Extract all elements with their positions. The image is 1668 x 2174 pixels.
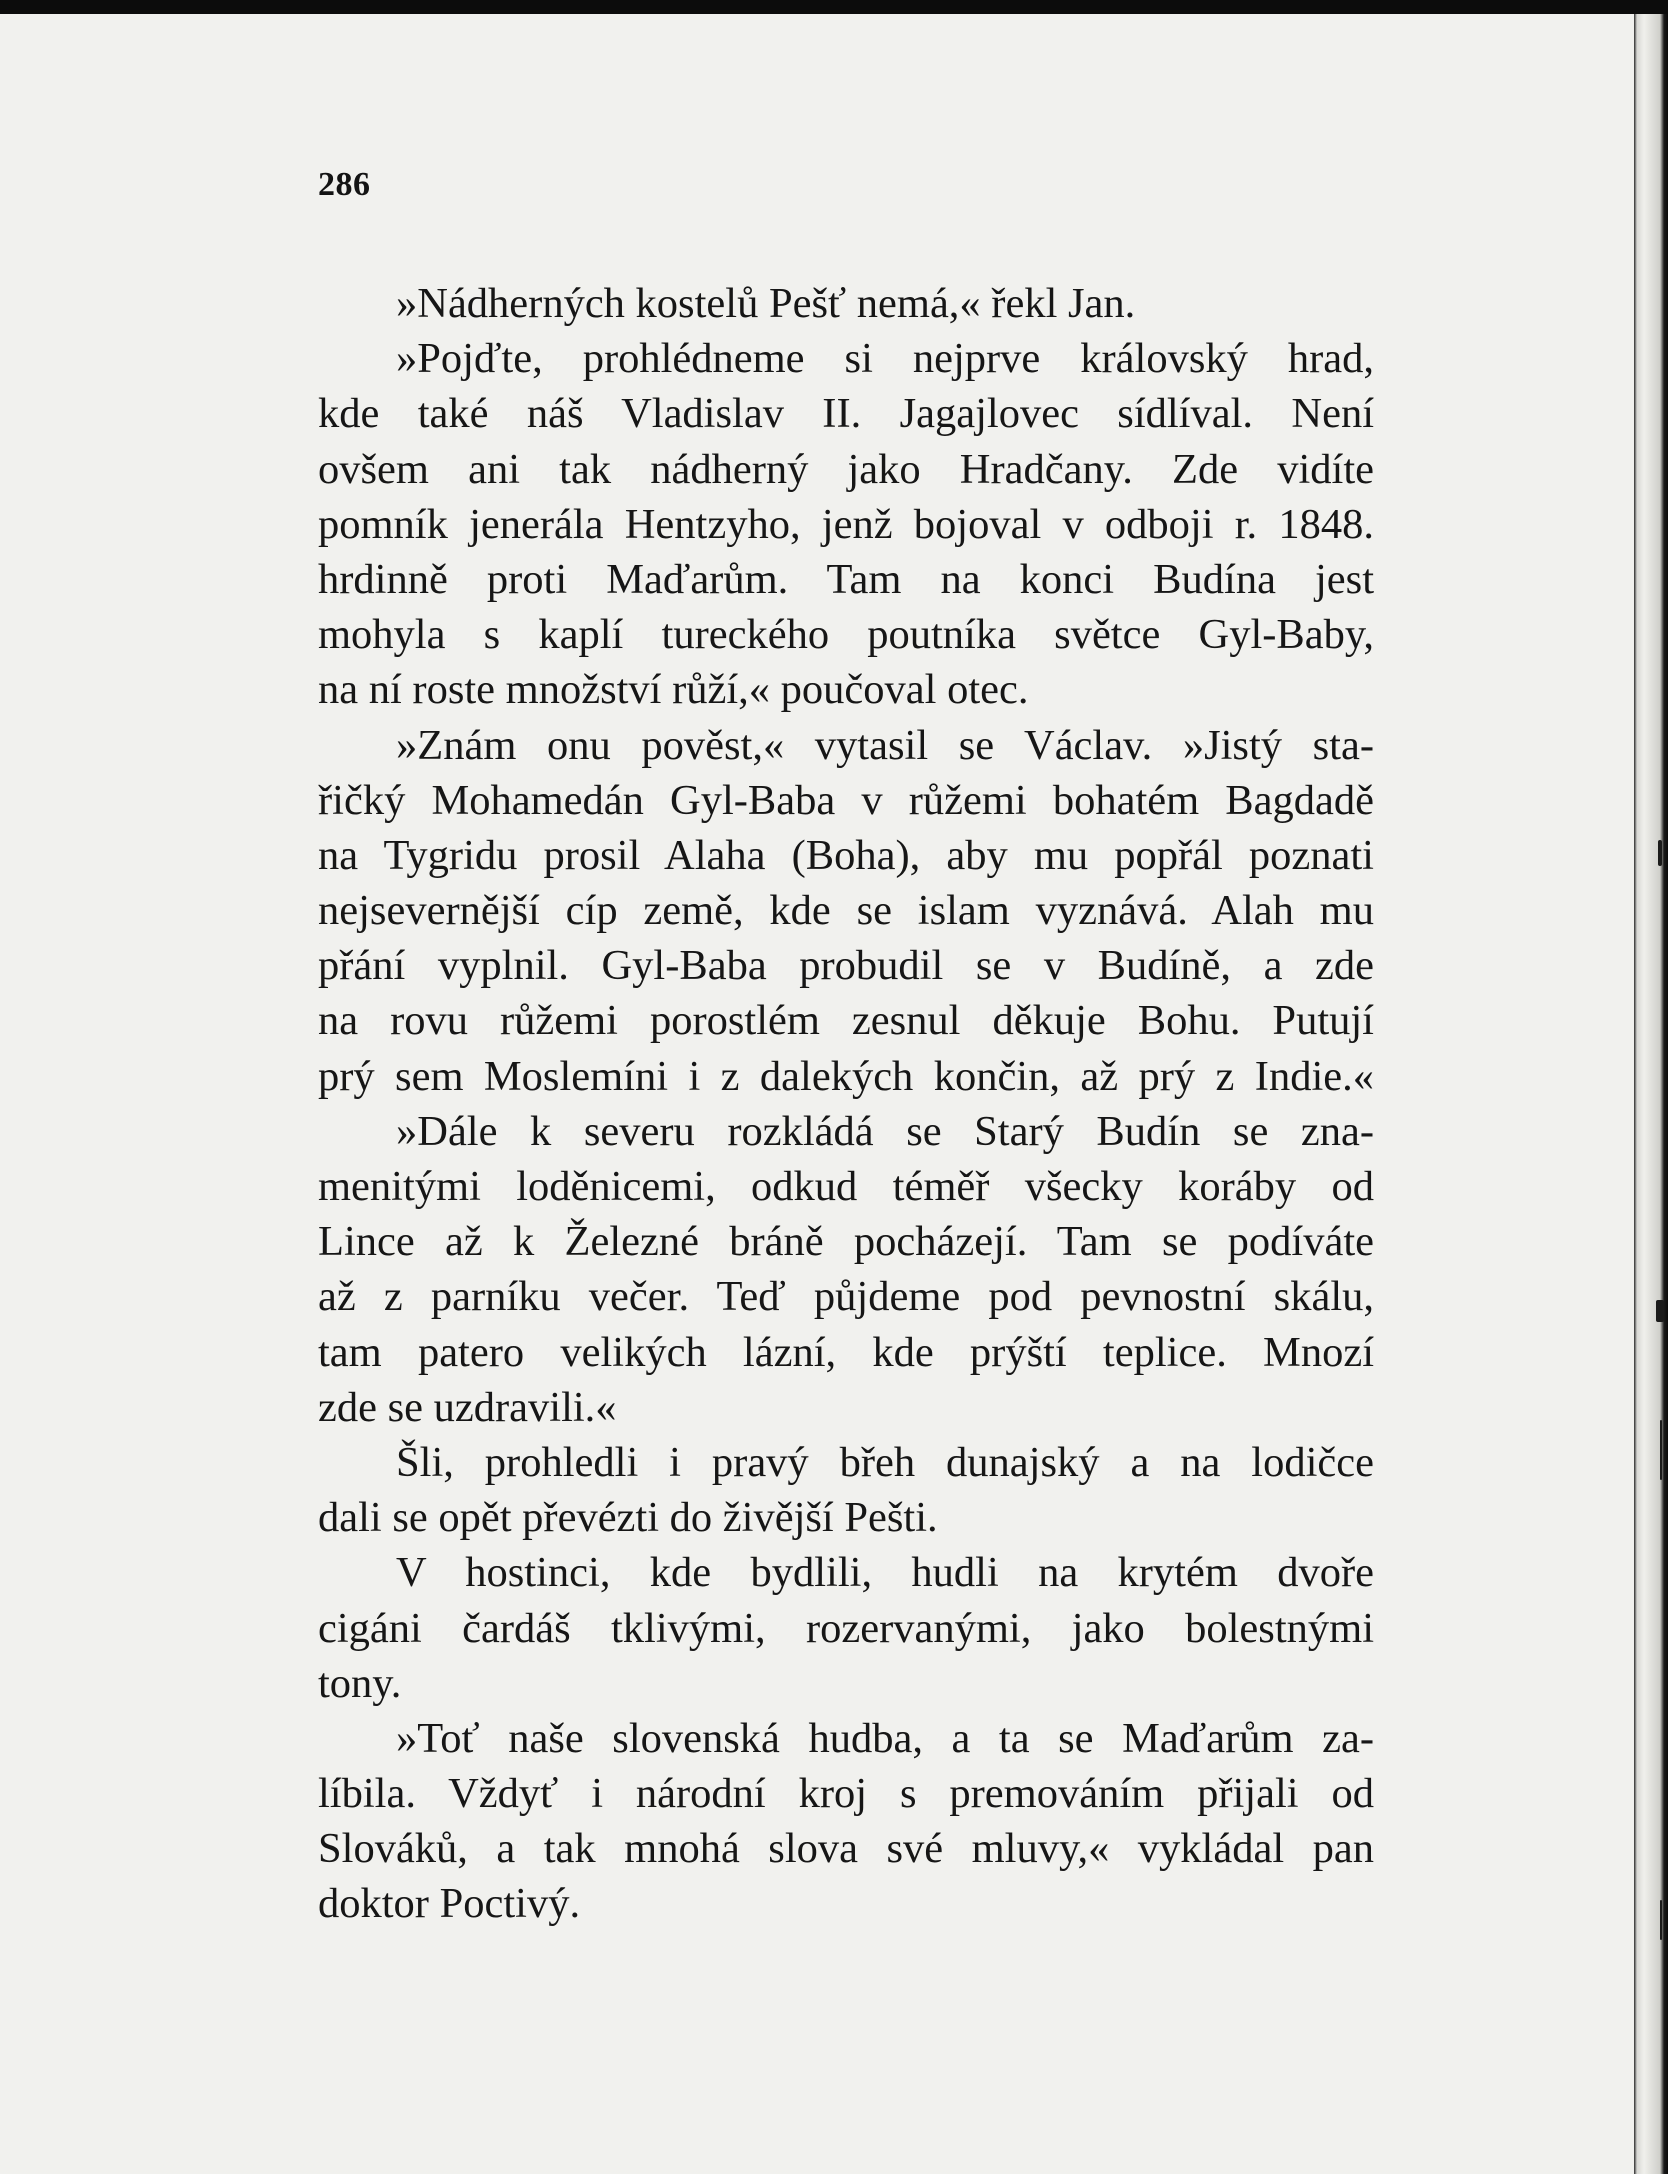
page-edge [1634, 14, 1668, 2174]
text-line: »Nádherných kostelů Pešť nemá,« řekl Jan. [396, 280, 1136, 327]
text-line: líbila. Vždyť i národní kroj s premováním přijali od [318, 1770, 1374, 1818]
text-line: doktor Poctivý. [318, 1880, 581, 1928]
text-line: menitými loděnicemi, odkud téměř všecky koráby od [318, 1163, 1374, 1210]
text-line: pomník jenerála Hentzyho, jenž bojoval v odboji r. 1848. [318, 500, 1374, 548]
text-line: až z parníku večer. Teď půjdeme pod pevnostní skálu, [318, 1273, 1374, 1321]
text-line: »Znám onu pověst,« vytasil se Václav. »Jistý sta- [396, 721, 1374, 769]
text-line: zde se uzdravili.« [318, 1383, 617, 1431]
binding-mark [1660, 1420, 1662, 1480]
page-number: 286 [318, 166, 371, 203]
text-line: prý sem Moslemíni i z dalekých končin, až prý z Indie.« [318, 1052, 1374, 1100]
text-line: »Dále k severu rozkládá se Starý Budín se zna- [396, 1107, 1374, 1155]
text-line: Slováků, a tak mnohá slova své mluvy,« vykládal pan [318, 1825, 1374, 1873]
text-line: kde také náš Vladislav II. Jagajlovec sídlíval. Není [318, 390, 1374, 438]
text-line: »Pojďte, prohlédneme si nejprve královský hrad, [396, 335, 1374, 383]
text-line: ovšem ani tak nádherný jako Hradčany. Zde vidíte [318, 445, 1374, 493]
text-line: Šli, prohledli i pravý břeh dunajský a na lodičce [396, 1438, 1374, 1486]
binding-mark [1658, 840, 1662, 866]
text-line: tam patero velikých lázní, kde prýští teplice. Mnozí [318, 1328, 1374, 1376]
text-line: přání vyplnil. Gyl-Baba probudil se v Budíně, a zde [318, 942, 1374, 990]
text-line: »Toť naše slovenská hudba, a ta se Maďarům za- [396, 1714, 1374, 1762]
text-line: Lince až k Železné bráně pocházejí. Tam se podíváte [318, 1218, 1374, 1266]
text-line: mohyla s kaplí tureckého poutníka světce Gyl-Baby, [318, 611, 1374, 659]
text-line: cigáni čardáš tklivými, rozervanými, jako bolestnými [318, 1604, 1374, 1652]
paper-sheet [0, 14, 1634, 2174]
text-line: řičký Mohamedán Gyl-Baba v růžemi bohatém Bagdadě [318, 776, 1374, 824]
binding-mark [1660, 1900, 1662, 1940]
text-line: hrdinně proti Maďarům. Tam na konci Budína jest [318, 555, 1374, 603]
text-line: dali se opět převézti do živější Pešti. [318, 1494, 938, 1542]
text-line: na rovu růžemi porostlém zesnul děkuje Bohu. Putují [318, 997, 1374, 1045]
text-line: na ní roste množství růží,« poučoval otec. [318, 666, 1029, 714]
text-line: na Tygridu prosil Alaha (Boha), aby mu popřál poznati [318, 831, 1374, 879]
body-text [318, 276, 1374, 1932]
text-line: V hostinci, kde bydlili, hudli na krytém dvoře [396, 1549, 1374, 1597]
text-line: tony. [318, 1659, 402, 1707]
text-line: nejsevernější cíp země, kde se islam vyznává. Alah mu [318, 887, 1374, 935]
binding-mark [1656, 1300, 1664, 1322]
